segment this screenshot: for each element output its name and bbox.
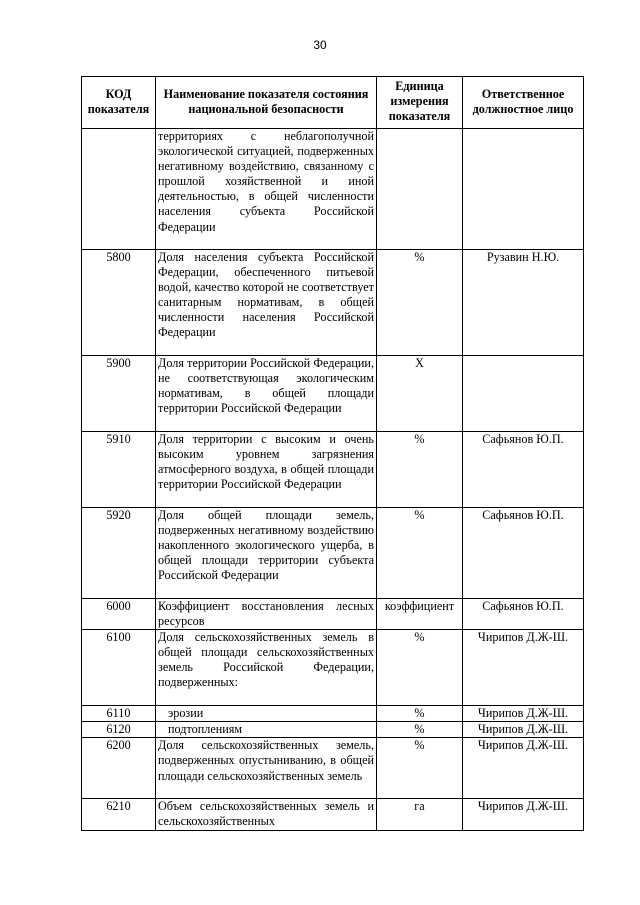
row-responsible — [463, 356, 584, 432]
row-responsible: Чирипов Д.Ж-Ш. — [463, 799, 584, 830]
row-responsible: Сафьянов Ю.П. — [463, 432, 584, 508]
row-name: Объем сельскохозяйственных земель и сельскохозяйственных — [156, 799, 377, 830]
header-unit: Единица измерения показателя — [377, 77, 463, 129]
row-unit: га — [377, 799, 463, 830]
row-code: 6210 — [82, 799, 156, 830]
row-name: Доля общей площади земель, подверженных негативному воздействию накопленного экологического ущерба, в общей площади территории субъекта Российской Федерации — [156, 508, 377, 599]
row-code: 6200 — [82, 738, 156, 799]
header-name: Наименование показателя состояния национальной безопасности — [156, 77, 377, 129]
row-name: Коэффициент восстановления лесных ресурсов — [156, 599, 377, 630]
row-code: 6000 — [82, 599, 156, 630]
row-code: 5920 — [82, 508, 156, 599]
table-row — [82, 432, 584, 508]
table-row — [82, 508, 584, 599]
row-unit: % — [377, 706, 463, 722]
row-unit: % — [377, 508, 463, 599]
row-name: Доля населения субъекта Российской Федерации, обеспеченного питьевой водой, качество которой не соответствует санитарным нормативам, в общей численности населения Российской Федерации — [156, 250, 377, 356]
row-responsible — [463, 129, 584, 250]
table-row — [82, 706, 584, 722]
table-row — [82, 129, 584, 250]
row-responsible: Рузавин Н.Ю. — [463, 250, 584, 356]
row-responsible: Чирипов Д.Ж-Ш. — [463, 630, 584, 706]
table-row — [82, 599, 584, 630]
row-code: 6110 — [82, 706, 156, 722]
table-body — [82, 129, 584, 831]
row-name: Доля сельскохозяйственных земель в общей площади сельскохозяйственных земель Российской Федерации, подверженных: — [156, 630, 377, 706]
row-unit: % — [377, 738, 463, 799]
indicators-table — [81, 76, 584, 831]
row-code: 6100 — [82, 630, 156, 706]
row-responsible: Чирипов Д.Ж-Ш. — [463, 738, 584, 799]
header-code: КОД показателя — [82, 77, 156, 129]
table-row — [82, 738, 584, 799]
row-code: 5910 — [82, 432, 156, 508]
row-name: территориях с неблагополучной экологической ситуацией, подверженных негативному воздействию, связанному с прошлой хозяйственной и иной деятельностью, в общей численности населения субъекта Российской Федерации — [156, 129, 377, 250]
row-unit: коэффициент — [377, 599, 463, 630]
header-responsible: Ответственное должностное лицо — [463, 77, 584, 129]
table-header-row — [82, 77, 584, 129]
page-number: 30 — [313, 38, 327, 52]
row-unit: % — [377, 250, 463, 356]
row-unit: X — [377, 356, 463, 432]
row-responsible: Сафьянов Ю.П. — [463, 508, 584, 599]
table-row — [82, 356, 584, 432]
row-code — [82, 129, 156, 250]
row-responsible: Чирипов Д.Ж-Ш. — [463, 706, 584, 722]
row-name: эрозии — [156, 706, 377, 722]
row-unit — [377, 129, 463, 250]
row-unit: % — [377, 722, 463, 738]
table-row — [82, 250, 584, 356]
row-responsible: Сафьянов Ю.П. — [463, 599, 584, 630]
row-name: Доля территории с высоким и очень высоким уровнем загрязнения атмосферного воздуха, в общей площади территории Российской Федерации — [156, 432, 377, 508]
row-name: Доля территории Российской Федерации, не соответствующая экологическим нормативам, в общей площади территории Российской Федерации — [156, 356, 377, 432]
row-code: 5800 — [82, 250, 156, 356]
table-row — [82, 799, 584, 830]
row-unit: % — [377, 630, 463, 706]
row-code: 5900 — [82, 356, 156, 432]
row-name: Доля сельскохозяйственных земель, подверженных опустыниванию, в общей площади сельскохозяйственных земель — [156, 738, 377, 799]
table-row — [82, 630, 584, 706]
row-name: подтоплениям — [156, 722, 377, 738]
row-code: 6120 — [82, 722, 156, 738]
row-responsible: Чирипов Д.Ж-Ш. — [463, 722, 584, 738]
table-row — [82, 722, 584, 738]
row-unit: % — [377, 432, 463, 508]
